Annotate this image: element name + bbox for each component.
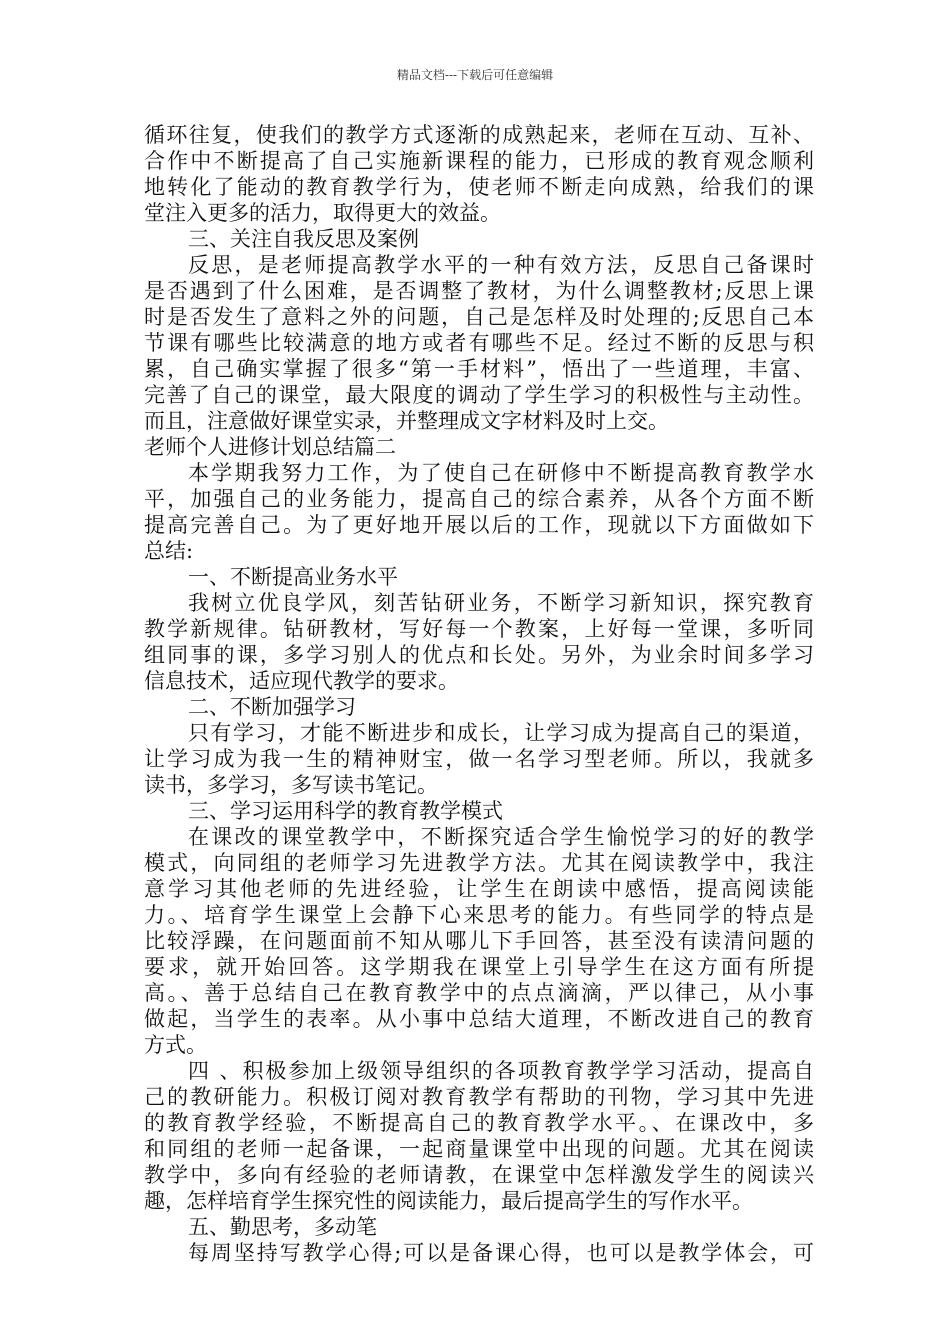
section-heading: 三、关注自我反思及案例: [188, 227, 419, 251]
text-line: 高。、善于总结自己在教育教学中的点点滴滴，严以律己，从小事: [144, 981, 814, 1005]
text-line: 只有学习，才能不断进步和成长，让学习成为提高自己的渠道，: [188, 721, 814, 745]
text-line: 我树立优良学风，刻苦钻研业务，不断学习新知识，探究教育: [188, 591, 814, 615]
section-heading: 二、不断加强学习: [188, 695, 356, 719]
section-heading: 五、勤思考，多动笔: [188, 1215, 377, 1239]
text-line: 节课有哪些比较满意的地方或者有哪些不足。经过不断的反思与积: [144, 331, 814, 355]
text-line: 比较浮躁，在问题面前不知从哪儿下手回答，甚至没有读清问题的: [144, 929, 814, 953]
text-line: 读书，多学习，多写读书笔记。: [144, 773, 438, 797]
text-line: 平，加强自己的业务能力，提高自己的综合素养，从各个方面不断: [144, 487, 814, 511]
text-line: 时是否发生了意料之外的问题，自己是怎样及时处理的;反思自己本: [144, 305, 814, 329]
article-title: 老师个人进修计划总结篇二: [144, 435, 396, 459]
text-line: 总结:: [144, 539, 194, 563]
text-line: 在课改的课堂教学中，不断探究适合学生愉悦学习的好的教学: [188, 825, 814, 849]
text-line: 每周坚持写教学心得;可以是备课心得，也可以是教学体会，可: [188, 1241, 814, 1265]
text-line: 和同组的老师一起备课，一起商量课堂中出现的问题。尤其在阅读: [144, 1137, 814, 1161]
text-line: 是否遇到了什么困难，是否调整了教材，为什么调整教材;反思上课: [144, 279, 814, 303]
text-line: 的教育教学经验，不断提高自己的教育教学水平。、在课改中，多: [144, 1111, 814, 1135]
text-line: 四 、积极参加上级领导组织的各项教育教学学习活动，提高自: [188, 1059, 814, 1083]
text-line: 反思，是老师提高教学水平的一种有效方法，反思自己备课时: [188, 253, 814, 277]
text-line: 做起，当学生的表率。从小事中总结大道理，不断改进自己的教育: [144, 1007, 814, 1031]
section-heading: 一、不断提高业务水平: [188, 565, 398, 589]
text-line: 合作中不断提高了自己实施新课程的能力，已形成的教育观念顺利: [144, 149, 814, 173]
text-line: 己的教研能力。积极订阅对教育教学有帮助的刊物，学习其中先进: [144, 1085, 814, 1109]
text-line: 而且，注意做好课堂实录，并整理成文字材料及时上交。: [144, 409, 669, 433]
text-line: 力。、培育学生课堂上会静下心来思考的能力。有些同学的特点是: [144, 903, 814, 927]
text-line: 循环往复，使我们的教学方式逐渐的成熟起来，老师在互动、互补、: [144, 123, 814, 147]
text-line: 要求，就开始回答。这学期我在课堂上引导学生在这方面有所提: [144, 955, 814, 979]
text-line: 提高完善自己。为了更好地开展以后的工作，现就以下方面做如下: [144, 513, 814, 537]
text-line: 模式，向同组的老师学习先进教学方法。尤其在阅读教学中，我注: [144, 851, 814, 875]
text-line: 累，自己确实掌握了很多“第一手材料”，悟出了一些道理，丰富、: [144, 357, 814, 381]
text-line: 地转化了能动的教育教学行为，使老师不断走向成熟，给我们的课: [144, 175, 814, 199]
page-header: 精品文档---下载后可任意编辑: [396, 68, 554, 82]
text-line: 教学新规律。钻研教材，写好每一个教案，上好每一堂课，多听同: [144, 617, 814, 641]
document-body: [144, 122, 814, 1266]
text-line: 堂注入更多的活力，取得更大的效益。: [144, 201, 501, 225]
text-line: 本学期我努力工作，为了使自己在研修中不断提高教育教学水: [188, 461, 814, 485]
text-line: 组同事的课，多学习别人的优点和长处。另外，为业余时间多学习: [144, 643, 814, 667]
text-line: 方式。: [144, 1033, 207, 1057]
text-line: 信息技术，适应现代教学的要求。: [144, 669, 459, 693]
text-line: 完善了自己的课堂，最大限度的调动了学生学习的积极性与主动性。: [144, 383, 814, 407]
text-line: 意学习其他老师的先进经验，让学生在朗读中感悟，提高阅读能: [144, 877, 814, 901]
section-heading: 三、学习运用科学的教育教学模式: [188, 799, 503, 823]
text-line: 让学习成为我一生的精神财宝，做一名学习型老师。所以，我就多: [144, 747, 814, 771]
text-line: 趣，怎样培育学生探究性的阅读能力，最后提高学生的写作水平。: [144, 1189, 753, 1213]
text-line: 教学中，多向有经验的老师请教，在课堂中怎样激发学生的阅读兴: [144, 1163, 814, 1187]
